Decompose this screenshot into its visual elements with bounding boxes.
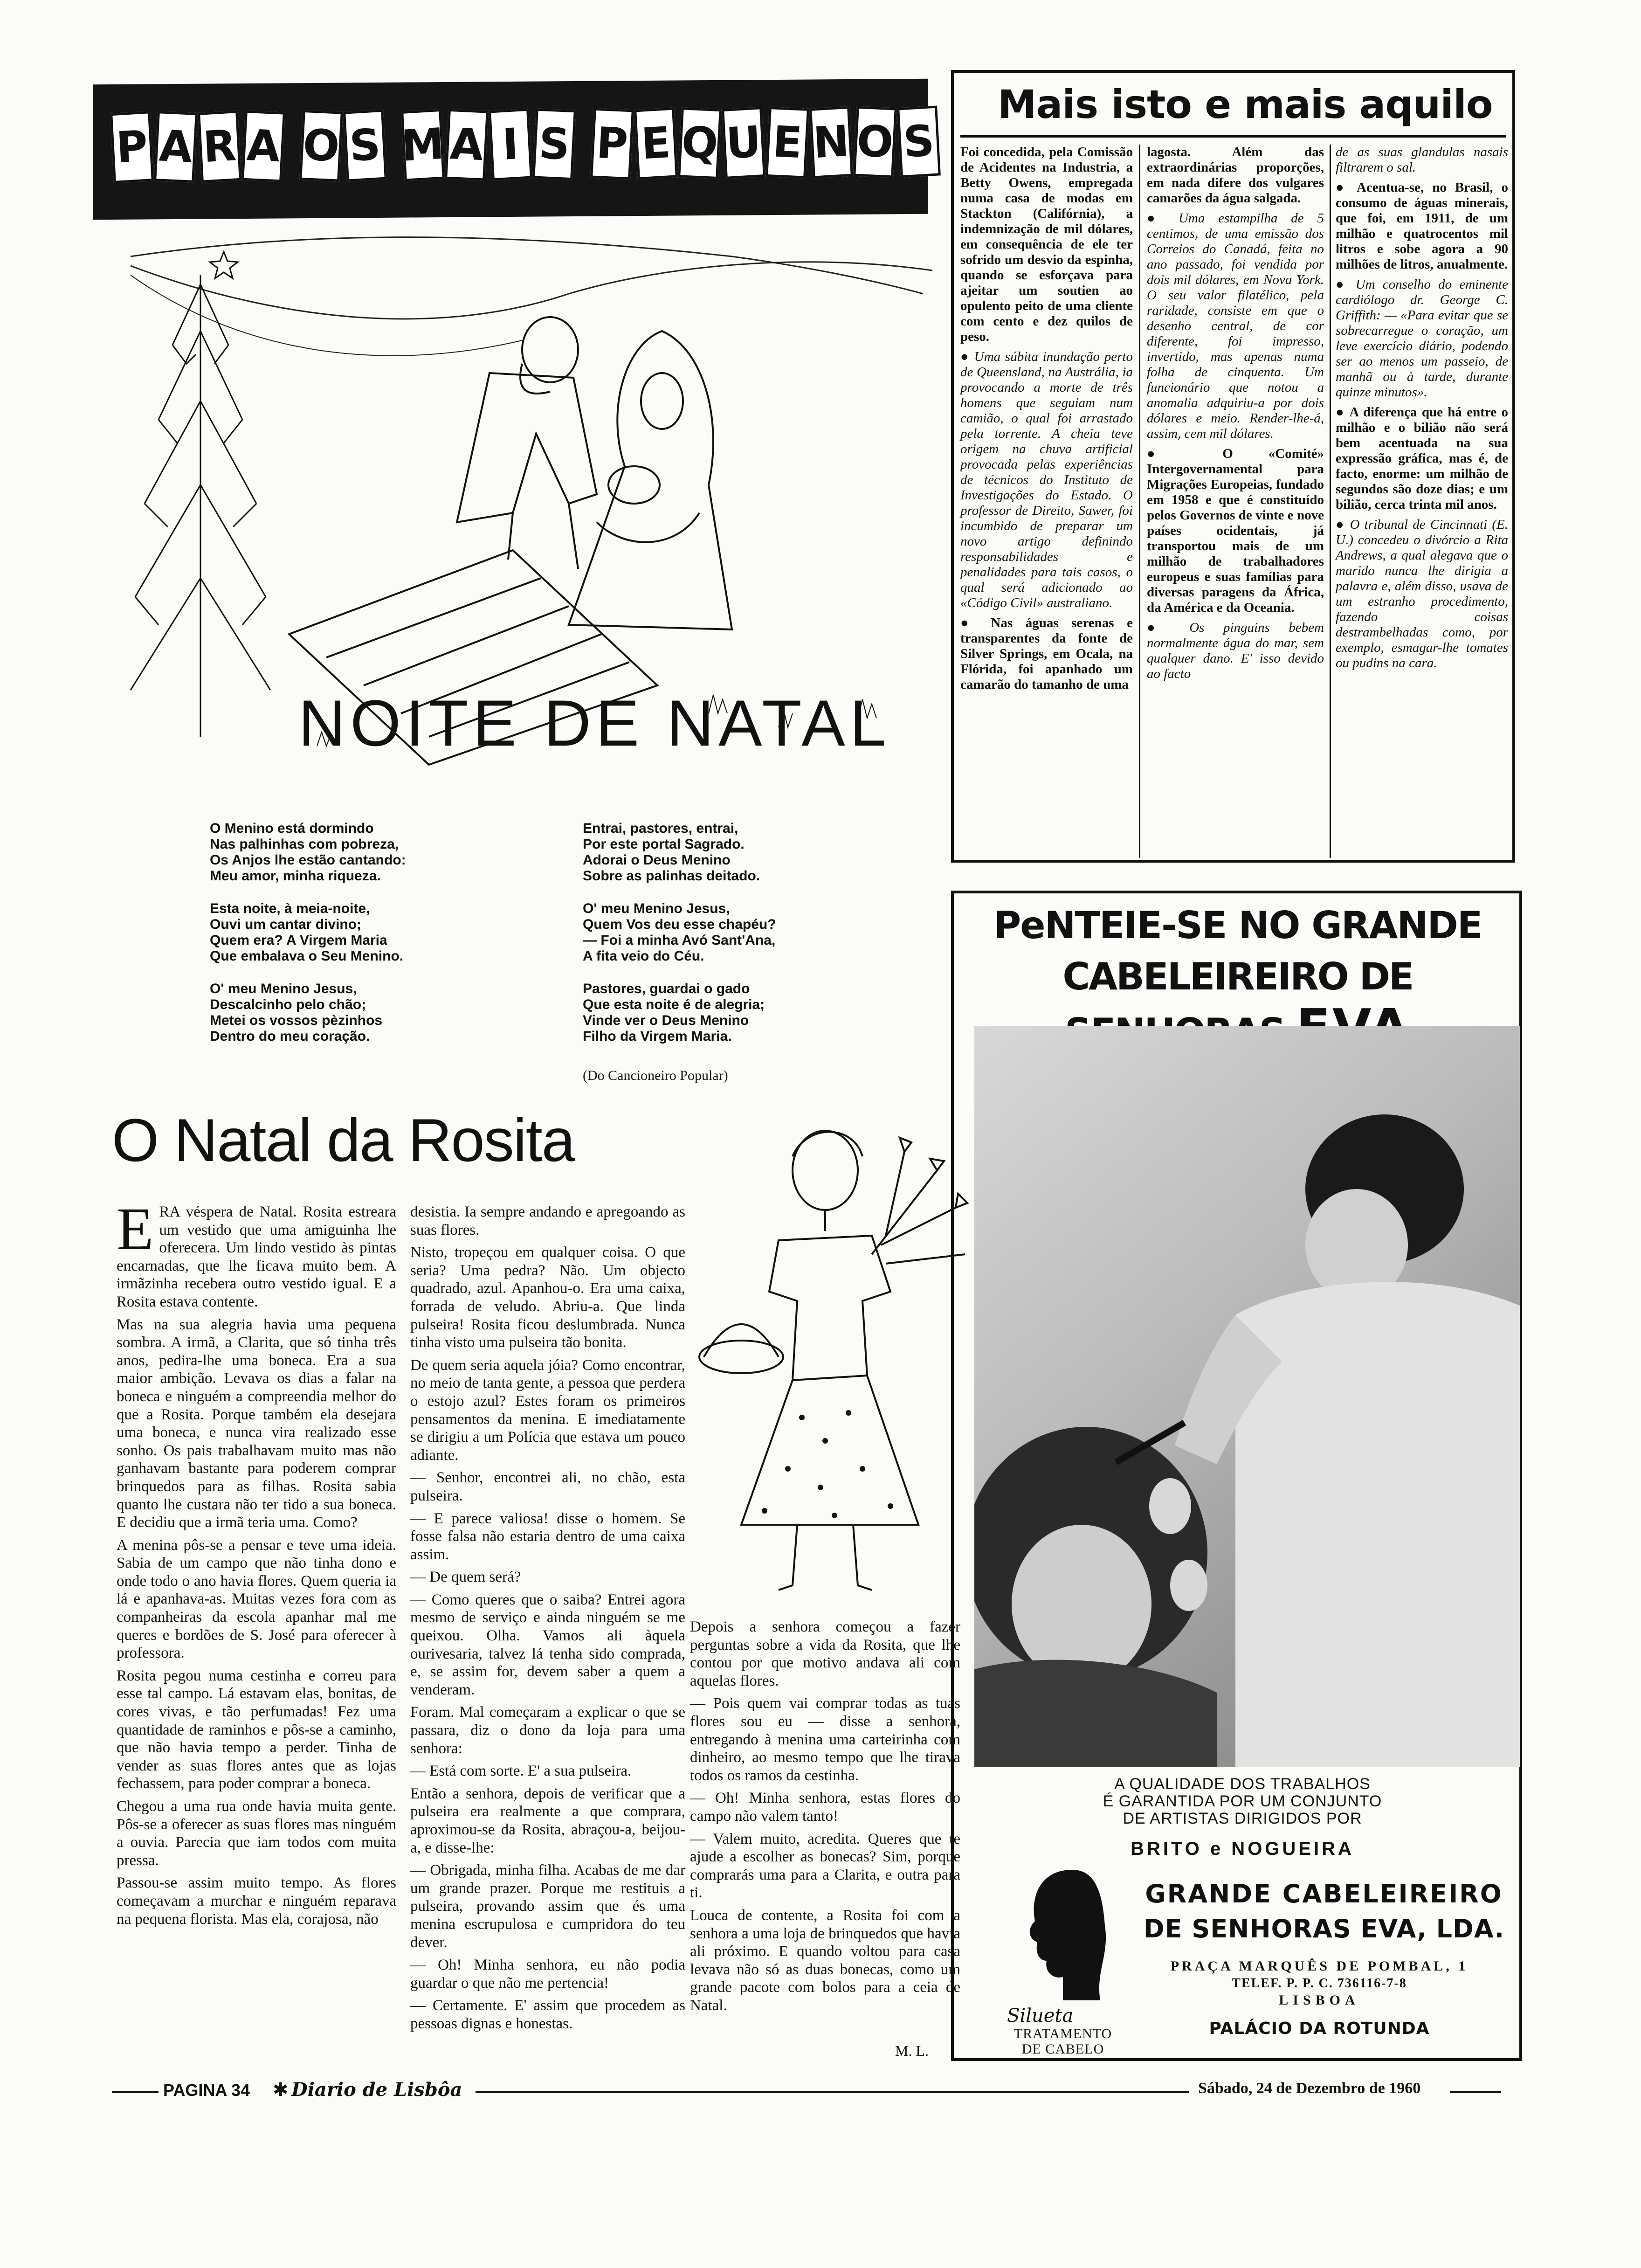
hairdresser-photo (974, 1026, 1520, 1767)
story-paragraph (410, 1591, 685, 1699)
banner-letter-block: O (299, 110, 343, 182)
banner-letter-block: A (154, 111, 198, 183)
paragraph-text: — Obrigada, minha filha. Acabas de me dar um grande prazer. Porque me restituis a pulseira, provando assim que és uma menina escrupulosa e cumpridora do teu dever. (410, 1862, 685, 1951)
story-paragraph (410, 1861, 685, 1951)
mais-isto-title: Mais isto e mais aquilo (998, 82, 1493, 127)
banner-letter-block: E (765, 107, 809, 179)
rosita-story-title: O Natal da Rosita (112, 1106, 575, 1174)
silueta-logo-text: Silueta (1007, 2005, 1074, 2026)
paragraph-text: Chegou a uma rua onde havia muita gente. Pôs-se a oferecer as suas flores mas ninguém a ouvia. Parecia que iam todos com muita pressa. (117, 1798, 396, 1869)
poem-line: Entrai, pastores, entrai, (583, 821, 738, 836)
mais-isto-title-rule (960, 135, 1506, 138)
paragraph-text: — De quem será? (410, 1569, 521, 1586)
story-paragraph (410, 1785, 685, 1857)
poem-line: O' meu Menino Jesus, (583, 901, 730, 916)
ad-quality-line-1: A QUALIDADE DOS TRABALHOS (1114, 1775, 1371, 1793)
banner-letter-block: M (401, 109, 445, 181)
ad-location: PALÁCIO DA ROTUNDA (1209, 2019, 1430, 2038)
banner-letter-block: Q (678, 107, 722, 179)
news-item-text: de as suas glandulas nasais filtrarem o sal. (1336, 145, 1508, 175)
drop-cap: E (117, 1196, 154, 1263)
poem-line: Metei os vossos pèzinhos (210, 1013, 383, 1028)
paragraph-text: — E parece valiosa! disse o homem. Se fosse falsa não estaria dentro de uma caixa assim. (410, 1510, 685, 1563)
story-paragraph (117, 1798, 396, 1869)
poem-line: O' meu Menino Jesus, (210, 981, 357, 996)
rosita-column-2 (410, 1203, 685, 2038)
poem-line: Por este portal Sagrado. (583, 837, 745, 852)
poem-right-column (583, 821, 890, 1061)
news-item (1336, 277, 1508, 400)
news-item-text: ● O «Comité» Intergovernamental para Migrações Europeias, fundado em 1958 e que é constituído pelos Governos de vinte e nove países ocidentais, já transportou mais de um milhão de trabalhadores europeus e suas famílias para diversas paragens da África, da América e da Oceania. (1147, 446, 1324, 615)
rosita-signature: M. L. (895, 2042, 929, 2059)
banner-letter-block: P (590, 108, 634, 180)
footer-star: ✱ (273, 2079, 289, 2100)
news-item (1147, 145, 1324, 206)
paragraph-text: — Oh! Minha senhora, eu não podia guardar o que não me pertencia! (410, 1957, 685, 1991)
banner-letter-block: A (445, 109, 489, 181)
ad-headline-2-text: CABELEIREIRO DE (1062, 955, 1413, 998)
news-item-text: lagosta. Além das extraordinárias proporções, em nada difere dos vulgares camarões da água salgada. (1147, 145, 1324, 206)
paragraph-text: — Como queres que o saiba? Entrei agora mesmo de serviço e ainda ninguém se me queixou. Olha. Vamos ali àquela ourivesaria, talvez lá tenha sido comprada, e, se assim for, devem saber a quem a venderam. (410, 1591, 685, 1698)
poem-line: — Foi a minha Avó Sant'Ana, (583, 933, 776, 948)
poem-stanza (583, 821, 890, 884)
news-item (1147, 211, 1324, 442)
story-paragraph (117, 1196, 396, 1311)
news-item (1336, 405, 1508, 512)
banner-letter-block: U (722, 107, 765, 179)
footer-rule (476, 2091, 1189, 2093)
story-paragraph (410, 1510, 685, 1564)
poem-line: Vinde ver o Deus Menino (583, 1013, 749, 1028)
paragraph-text: Nisto, tropeçou em qualquer coisa. O que seria? Uma pedra? Não. Um objecto quadrado, azul. Apanhou-o. Era uma caixa, forrada de veludo. Abriu-a. Que linda pulseira! Rosita ficou deslumbrada. Nunca tinha visto uma pulseira tão bonita. (410, 1244, 685, 1351)
silueta-caption-2: DE CABELO (1021, 2041, 1104, 2057)
poem-line: Filho da Virgem Maria. (583, 1029, 732, 1044)
banner-letter-gap (285, 111, 299, 181)
banner-letter-block: P (110, 111, 154, 183)
mais-isto-column-1 (960, 145, 1133, 697)
paragraph-text: — Senhor, encontrei ali, no chão, esta pulseira. (410, 1469, 685, 1504)
footer-newspaper-name: Diario de Lisbôa (291, 2079, 462, 2101)
poem-line: Meu amor, minha riqueza. (210, 868, 381, 884)
ad-telephone: TELEF. P. P. C. 736116-7-8 (1232, 1976, 1407, 1991)
footer-page-number: PAGINA 34 (163, 2081, 250, 2100)
story-paragraph (410, 1356, 685, 1465)
footer-date: Sábado, 24 de Dezembro de 1960 (1198, 2080, 1421, 2097)
banner-letter-block: E (634, 107, 678, 180)
column-divider (1139, 145, 1140, 858)
paragraph-text: — Valem muito, acredita. Queres que te ajude a escolher as bonecas? Sim, porque comprarás uma para a Clarita, e outra para ti. (690, 1830, 960, 1902)
poem-source: (Do Cancioneiro Popular) (583, 1068, 728, 1083)
paragraph-text: A menina pôs-se a pensar e teve uma ideia. Sabia de um campo que não tinha dono e onde todo o ano havia flores. Quem queria ia lá e apanhava-as. Muitas vezes fora com as companheiras da escola apanhar mal me queres e bordões de S. José para oferecer à professora. (117, 1536, 396, 1662)
silueta-caption-1: TRATAMENTO (1014, 2026, 1112, 2041)
section-banner (93, 79, 936, 220)
banner-letter-block: N (809, 106, 853, 179)
nativity-title: NOITE DE NATAL (298, 686, 891, 760)
news-item (1147, 620, 1324, 682)
poem-line: A fita veio do Céu. (583, 948, 704, 964)
news-item-text: Foi concedida, pela Comissão de Acidentes na Industria, a Betty Owens, empregada numa casa de modas em Stackton (Califórnia), a indemnização de mil dólares, em consequência de ele ter sofrido um desvio da espinha, quando se esforçava para ajeitar um soutien ao opulento peito de uma cliente com cento e dez quilos de peso. (960, 145, 1133, 344)
hairdresser-photo-drawing (974, 1026, 1520, 1767)
ad-headline-1: PeNTEIE-SE NO GRANDE (993, 904, 1482, 947)
poem-stanza (583, 981, 890, 1044)
news-item-text: ● Os pinguins bebem normalmente água do mar, sem qualquer dano. E' isso devido ao facto (1147, 620, 1324, 681)
story-paragraph (410, 1568, 685, 1586)
banner-letter-gap (576, 109, 590, 179)
poem-stanza (210, 821, 499, 884)
column-divider (1330, 145, 1331, 858)
banner-letter-blocks (112, 107, 939, 182)
poem-left-column (210, 821, 499, 1061)
banner-letter-block: I (489, 109, 532, 181)
girl-with-flowers-illustration (685, 1114, 974, 1609)
footer-rule (1450, 2091, 1501, 2093)
banner-letter-block: A (241, 111, 285, 182)
poem-stanza (583, 901, 890, 964)
paragraph-text: — Está com sorte. E' a sua pulseira. (410, 1763, 632, 1780)
paragraph-text: RA véspera de Natal. Rosita estreara um vestido que uma amiguinha lhe oferecera. Um lindo vestido às pintas encarnadas, que lhe ficava muito bem. A irmãzinha recebera outro vestido igual. E a Rosita estava contente. (117, 1203, 396, 1310)
story-paragraph (117, 1536, 396, 1662)
poem-line: Adorai o Deus Menino (583, 852, 731, 868)
paragraph-text: Então a senhora, depois de verificar que a pulseira era realmente a que comprara, aproximou-se da Rosita, abraçou-a, beijou-a, e disse-lhe: (410, 1785, 685, 1856)
footer-rule (112, 2091, 159, 2093)
news-item-text: ● Um conselho do eminente cardiólogo dr. George C. Griffith: — «Para evitar que se sobrecarregue o coração, um leve exercício diário, podendo ser ao menos um passeio, de manhã ou à tarde, durante quinze minutos». (1336, 277, 1508, 400)
poem-line: Dentro do meu coração. (210, 1029, 370, 1044)
poem-line: Que esta noite é de alegria; (583, 997, 765, 1012)
news-item-text: ● O tribunal de Cincinnati (E. U.) concedeu o divórcio a Rita Andrews, a qual alegava que o marido nunca lhe dirigia a palavra e, além disso, usava de um estranho procedimento, fazendo coisas destrambelhadas como, por exemplo, esmagar-lhe tomates ou pudins na cara. (1336, 517, 1508, 671)
paragraph-text: Depois a senhora começou a fazer perguntas sobre a vida da Rosita, que lhe contou por que motivo andava ali com aquelas flores. (690, 1618, 960, 1689)
ad-directors: BRITO e NOGUEIRA (1131, 1839, 1354, 1859)
news-item-text: ● Uma súbita inundação perto de Queensland, na Austrália, ia provocando a morte de três homens que seguiam num camião, o qual foi arrastado pela torrente. A cheia teve origem na chuva artificial provocada pelas experiências de técnicos do Instituto de Investigações do Estado. O professor de Direito, Sawer, foi incumbido de preparar um novo artigo definindo responsabilidades e penalidades para tais casos, o qual será adicionado ao «Código Civil» australiano. (960, 349, 1133, 610)
mais-isto-column-2 (1147, 145, 1324, 686)
paragraph-text: Mas na sua alegria havia uma pequena sombra. A irmã, a Clarita, que só tinha três anos, pedira-lhe uma boneca. Era a sua maior ambição. Levava os dias a falar na boneca e ninguém a compreendia melhor do que a Rosita. Porque também ela desejara uma boneca, e nunca vira realizado esse sonho. Os pais trabalhavam muito mas não ganhavam bastante para poderem comprar brinquedos para as filhas. Rosita sabia quanto lhe custara não ter tido a sua boneca. E decidiu que a irmã teria uma. Como? (117, 1316, 396, 1531)
poem-line: Sobre as palinhas deitado. (583, 868, 760, 884)
news-item-text: ● Nas águas serenas e transparentes da fonte de Silver Springs, em Ocala, na Flórida, foi apanhado um camarão do tamanho de uma (960, 615, 1133, 692)
mais-isto-column-3 (1336, 145, 1508, 676)
news-item (960, 349, 1133, 611)
paragraph-text: Foram. Mal começaram a explicar o que se passara, diz o dono da loja para uma senhora: (410, 1704, 685, 1757)
poem-stanza (210, 981, 499, 1044)
banner-letter-block: R (198, 111, 241, 183)
banner-letter-block: S (343, 110, 387, 182)
news-item-text: ● Acentua-se, no Brasil, o consumo de águas minerais, que foi, em 1911, de um milhão e quatrocentos mil litros e sobe agora a 90 milhões de litros, anualmente. (1336, 180, 1508, 272)
paragraph-text: De quem seria aquela jóia? Como encontrar, no meio de tanta gente, a pessoa que perdera o estojo azul? Estes foram os primeiros pensamentos da menina. E imediatamente se dirigiu a um Polícia que estava um pouco adiante. (410, 1356, 685, 1464)
poem-line: Os Anjos lhe estão cantando: (210, 852, 406, 868)
banner-letter-block: S (532, 108, 576, 180)
news-item-text: ● A diferença que há entre o milhão e o bilião não será bem acentuada na sua expressão gráfica, mas é, de facto, enorme: um milhão de segundos são doze dias; e um bilião, cerca trinta mil anos. (1336, 405, 1508, 512)
poem-line: Nas palhinhas com pobreza, (210, 837, 399, 852)
poem-line: Que embalava o Seu Menino. (210, 948, 404, 964)
story-paragraph (690, 1907, 960, 2015)
story-paragraph (117, 1316, 396, 1532)
paragraph-text: Passou-se assim muito tempo. As flores começavam a murchar e ninguém reparava na pequena florista. Mas ela, corajosa, não (117, 1874, 396, 1928)
news-item (960, 145, 1133, 345)
banner-letter-gap (387, 110, 401, 180)
story-paragraph (410, 1469, 685, 1505)
ad-city: LISBOA (1279, 1992, 1360, 2008)
story-paragraph (690, 1618, 960, 1690)
story-paragraph (410, 1762, 685, 1780)
story-paragraph (410, 1703, 685, 1757)
news-item (960, 615, 1133, 692)
paragraph-text: Rosita pegou numa cestinha e correu para esse tal campo. Lá estavam elas, bonitas, de cores vivas, e tão perfumadas! Fez uma quantidade de raminhos e pôs-se a caminho, que não havia tempo a perder. Tinha de vender as suas flores antes que as lojas fechassem, para poder comprar a boneca. (117, 1667, 396, 1792)
ad-company-name-1: GRANDE CABELEIREIRO (1145, 1879, 1503, 1908)
news-item (1336, 517, 1508, 671)
story-paragraph (410, 1956, 685, 1992)
story-paragraph (690, 1694, 960, 1784)
news-item (1147, 446, 1324, 615)
ad-company-name-2: DE SENHORAS EVA, LDA. (1143, 1914, 1505, 1943)
paragraph-text: — Certamente. E' assim que procedem as pessoas dignas e honestas. (410, 1997, 685, 2032)
poem-line: Quem era? A Virgem Maria (210, 933, 387, 948)
story-paragraph (117, 1667, 396, 1793)
ad-address: PRAÇA MARQUÊS DE POMBAL, 1 (1170, 1958, 1469, 1974)
story-paragraph (410, 1203, 685, 1239)
poem-line: O Menino está dormindo (210, 821, 374, 836)
poem-line: Pastores, guardai o gado (583, 981, 750, 996)
story-paragraph (410, 1244, 685, 1352)
story-paragraph (117, 1874, 396, 1928)
banner-letter-block: S (897, 105, 941, 178)
banner-letter-block: O (853, 106, 897, 178)
story-paragraph (690, 1830, 960, 1902)
news-item-text: ● Uma estampilha de 5 centimos, de uma emissão dos Correios do Canadá, feita no ano passado, foi vendida por dois mil dólares, em Nova York. O seu valor filatélico, pela raridade, consiste em que o desenho central, de cor diferente, foi impresso, invertido, mas apenas numa folha de cinquenta. Um funcionário que notou a anomalia adquiriu-a por dois dólares e meio. Render-lhe-á, assim, cem mil dólares. (1147, 211, 1324, 441)
ad-quality-line-2: É GARANTIDA POR UM CONJUNTO (1103, 1792, 1382, 1810)
news-item (1336, 145, 1508, 175)
poem-line: Ouvi um cantar divino; (210, 917, 362, 932)
poem-stanza (210, 901, 499, 964)
paragraph-text: — Pois quem vai comprar todas as tuas flores sou eu — disse a senhora, entregando à menina uma carteirinha com dinheiro, ao mesmo tempo que lhe tirava todos os ramos da cestinha. (690, 1695, 960, 1784)
rosita-column-3 (690, 1618, 960, 2019)
paragraph-text: — Oh! Minha senhora, estas flores do campo não valem tanto! (690, 1790, 960, 1825)
poem-line: Esta noite, à meia-noite, (210, 901, 370, 916)
rosita-column-1 (117, 1196, 396, 1933)
poem-line: Quem Vos deu esse chapéu? (583, 917, 776, 932)
news-item (1336, 180, 1508, 272)
poem-line: Descalcinho pelo chão; (210, 997, 366, 1012)
ad-quality-line-3: DE ARTISTAS DIRIGIDOS POR (1123, 1810, 1362, 1827)
paragraph-text: desistia. Ia sempre andando e apregoando as suas flores. (410, 1203, 685, 1238)
story-paragraph (690, 1789, 960, 1825)
silhouette-logo (1002, 1860, 1124, 2014)
story-paragraph (410, 1997, 685, 2033)
paragraph-text: Louca de contente, a Rosita foi com a senhora a uma loja de brinquedos que havia ali próximo. E quando voltou para casa levava não só as duas bonecas, como um grande pacote com bolos para a ceia de Natal. (690, 1907, 960, 2014)
